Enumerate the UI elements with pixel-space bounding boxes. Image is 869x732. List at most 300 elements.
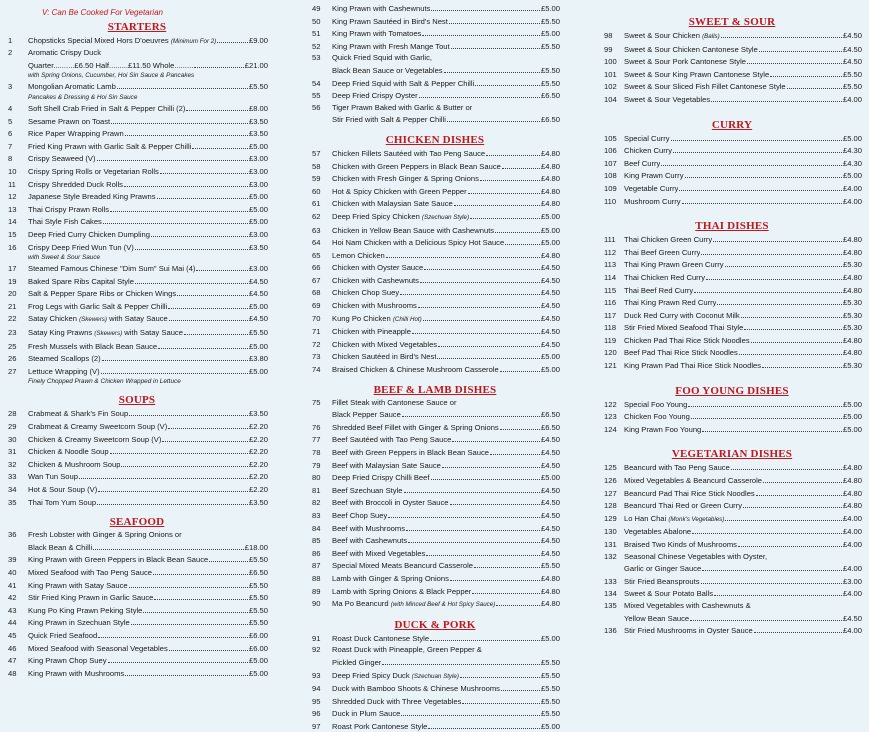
- item-name: King Prawn Pad Thai Rice Stick Noodles: [624, 361, 762, 371]
- item-price: £2.20: [248, 459, 268, 469]
- menu-item: [310, 408, 560, 421]
- item-name: Beef Curry: [624, 158, 661, 168]
- item-price: £5.50: [540, 696, 560, 706]
- item-number: 39: [8, 555, 17, 565]
- menu-item: [310, 325, 560, 338]
- leader-dots: [452, 433, 540, 442]
- item-number: 28: [8, 409, 17, 419]
- leader-dots: [160, 165, 248, 174]
- item-number: 78: [312, 448, 321, 457]
- item-price: £5.50: [540, 670, 560, 680]
- menu-item: [602, 80, 862, 93]
- leader-dots: [739, 346, 842, 355]
- menu-item: [310, 534, 560, 547]
- menu-item: [6, 407, 268, 420]
- leader-dots: [184, 326, 248, 335]
- item-name: Crabmeat & Shark's Fin Soup: [28, 409, 129, 419]
- item-number: 113: [604, 260, 617, 270]
- item-price: £5.00: [248, 217, 268, 227]
- menu-item: [310, 644, 560, 656]
- menu-item: [310, 433, 560, 446]
- item-name: Deep Fried Spicy Chicken (Szechuan Style): [332, 211, 470, 221]
- item-name: Fried King Prawn with Garlic Salt & Pepper Chilli: [28, 141, 192, 151]
- item-name: Beef with Broccoli in Oyster Sauce: [332, 498, 449, 508]
- leader-dots: [500, 363, 540, 372]
- leader-dots: [129, 579, 248, 588]
- menu-item: [602, 258, 862, 271]
- item-name: Braised Two Kinds of Mushrooms: [624, 540, 737, 549]
- item-number: 33: [8, 472, 17, 482]
- item-name: Thai Crispy Prawn Rolls: [28, 204, 110, 214]
- item-name: Garlic or Ginger Sauce: [624, 564, 702, 574]
- item-price: £4.80: [540, 186, 560, 196]
- item-number: 46: [8, 643, 17, 653]
- item-number: 20: [8, 289, 17, 299]
- menu-item: [6, 654, 268, 667]
- item-price: £5.00: [540, 365, 560, 375]
- leader-dots: [98, 483, 248, 492]
- item-price: £5.00: [842, 399, 862, 409]
- item-price: £5.50: [248, 328, 268, 338]
- item-name: Yellow Bean Sauce: [624, 613, 690, 623]
- menu-item: [602, 461, 862, 474]
- item-number: 49: [312, 4, 321, 13]
- menu-section: [310, 2, 560, 126]
- item-number: 42: [8, 593, 17, 603]
- leader-dots: [671, 132, 842, 141]
- menu-section: [602, 16, 862, 106]
- item-name: Beancurd with Tao Peng Sauce: [624, 463, 730, 473]
- item-number: 48: [8, 668, 17, 678]
- item-number: 62: [312, 211, 321, 221]
- section-gap: [602, 207, 862, 218]
- menu-item: [602, 296, 862, 309]
- menu-item: [310, 147, 560, 160]
- item-price: £4.50: [540, 288, 560, 298]
- section-title: DUCK & PORK: [394, 618, 476, 631]
- item-number: 13: [8, 204, 17, 214]
- item-price: £2.20: [248, 422, 268, 432]
- item-name: Duck in Plum Sauce: [332, 709, 401, 719]
- menu-item: [6, 140, 268, 153]
- leader-dots: [169, 642, 248, 651]
- menu-item: [310, 160, 560, 173]
- item-name: Mixed Vegetables & Beancurd Casserole: [624, 476, 763, 486]
- leader-dots: [768, 551, 861, 559]
- item-price: £5.50: [248, 618, 268, 628]
- item-number: 97: [312, 721, 321, 731]
- leader-dots: [483, 644, 559, 652]
- leader-dots: [420, 274, 540, 283]
- item-name: Fresh Lobster with Ginger & Spring Onions or: [28, 530, 182, 540]
- menu-item: [6, 352, 268, 365]
- item-name: Thai Beef Green Curry: [624, 247, 701, 257]
- leader-dots: [158, 340, 248, 349]
- item-number: 27: [8, 366, 17, 376]
- leader-dots: [721, 29, 842, 38]
- leader-dots: [679, 182, 842, 191]
- leader-dots: [168, 420, 248, 429]
- item-price: £5.30: [842, 361, 862, 371]
- item-number: 85: [312, 536, 321, 546]
- item-name: King Prawn in Szechuan Style: [28, 618, 130, 628]
- leader-dots: [186, 102, 248, 111]
- item-price: £4.80: [842, 247, 862, 257]
- item-number: 123: [604, 412, 617, 422]
- section-title: BEEF & LAMB DISHES: [373, 383, 497, 396]
- leader-dots: [474, 559, 540, 568]
- leader-dots: [401, 707, 540, 716]
- item-price: £4.50: [248, 289, 268, 299]
- menu-item: [310, 299, 560, 312]
- section-gap: [602, 372, 862, 383]
- leader-dots: [430, 632, 540, 641]
- item-price: £6.50: [248, 567, 268, 577]
- menu-item: [602, 309, 862, 322]
- item-number: 126: [604, 476, 617, 486]
- item-name: Thai Beef Red Curry: [624, 285, 694, 295]
- section-gap: [310, 126, 560, 132]
- leader-dots: [194, 59, 243, 68]
- leader-dots: [79, 470, 248, 479]
- item-price: £4.80: [540, 174, 560, 184]
- leader-dots: [751, 334, 842, 343]
- item-number: 60: [312, 186, 321, 196]
- menu-item: [602, 334, 862, 347]
- leader-dots: [752, 600, 861, 608]
- item-name: King Prawn Curry: [624, 171, 684, 181]
- menu-item: [6, 34, 268, 48]
- section-title: STARTERS: [107, 20, 167, 33]
- item-price: £4.50: [540, 523, 560, 533]
- menu-item: [310, 312, 560, 326]
- item-note: (Chilli Hot): [392, 315, 422, 323]
- item-name: Mongolian Aromatic Lamb: [28, 82, 116, 92]
- menu-item: [310, 656, 560, 669]
- item-name: Roast Duck with Pineapple, Green Pepper &: [332, 645, 482, 655]
- item-price: £5.50: [540, 561, 560, 571]
- item-number: 91: [312, 633, 321, 643]
- leader-dots: [496, 597, 540, 606]
- menu-item: [310, 669, 560, 683]
- item-name: Aromatic Crispy Duck: [28, 48, 101, 58]
- item-name: Mixed Seafood with Seasonal Vegetables: [28, 643, 168, 653]
- menu-item: [602, 551, 862, 563]
- item-number: 67: [312, 275, 321, 285]
- item-number: 52: [312, 41, 321, 51]
- item-price: £4.50: [540, 498, 560, 508]
- menu-item: [6, 604, 268, 617]
- item-price: £3.00: [248, 166, 268, 176]
- menu-item: [6, 312, 268, 326]
- leader-dots: [388, 509, 540, 518]
- item-number: 128: [604, 501, 617, 511]
- item-price: £3.80: [248, 354, 268, 364]
- item-price: £5.00: [842, 424, 862, 434]
- menu-item: [6, 190, 268, 203]
- leader-dots: [143, 604, 248, 613]
- item-note: (Szechuan Style): [421, 213, 470, 221]
- item-name: Crispy Deep Fried Wun Tun (V): [28, 242, 134, 252]
- leader-dots: [102, 47, 267, 55]
- item-price: £4.00: [842, 564, 862, 574]
- leader-dots: [426, 547, 540, 556]
- leader-dots: [424, 261, 540, 270]
- leader-dots: [101, 365, 248, 374]
- item-number: 1: [8, 35, 13, 45]
- item-name: King Prawn with Mushrooms: [28, 668, 125, 678]
- item-number: 64: [312, 238, 321, 248]
- item-number: 23: [8, 328, 17, 338]
- menu-item: [6, 287, 268, 300]
- leader-dots: [454, 197, 540, 206]
- item-price: £5.50: [540, 657, 560, 667]
- item-price: £5.50: [540, 65, 560, 75]
- item-price: £4.30: [842, 146, 862, 156]
- item-number: 79: [312, 460, 321, 470]
- item-name: Sweet & Sour Chicken Cantonese Style: [624, 44, 758, 54]
- leader-dots: [217, 34, 248, 43]
- item-number: 82: [312, 498, 321, 508]
- item-price: £6.00: [248, 630, 268, 640]
- item-number: 36: [8, 530, 17, 540]
- menu-item: [6, 458, 268, 471]
- item-price: £5.00: [248, 204, 268, 214]
- menu-item: [602, 68, 862, 81]
- leader-dots: [177, 287, 248, 296]
- item-price: £5.00: [540, 4, 560, 13]
- leader-dots: [404, 484, 540, 493]
- item-name: Chicken & Creamy Sweetcorn Soup (V): [28, 434, 162, 444]
- item-price: £5.00: [842, 412, 862, 422]
- menu-item: [310, 632, 560, 645]
- item-number: 94: [312, 684, 321, 694]
- item-number: 83: [312, 510, 321, 520]
- leader-dots: [423, 312, 540, 321]
- leader-dots: [495, 224, 540, 233]
- item-number: 121: [604, 361, 617, 371]
- item-name: Chicken with Oyster Sauce: [332, 263, 424, 273]
- leader-dots: [756, 487, 842, 496]
- item-name: Baked Spare Ribs Capital Style: [28, 276, 134, 286]
- item-price: £5.50: [540, 16, 560, 26]
- menu-item: [310, 40, 560, 53]
- item-price: £4.50: [540, 460, 560, 470]
- leader-dots: [162, 433, 248, 442]
- leader-dots: [472, 585, 540, 594]
- item-name: Seasonal Chinese Vegetables with Oyster,: [624, 551, 768, 561]
- item-name: Chicken Sautéed in Bird's Nest: [332, 352, 437, 362]
- item-name: Satay Chicken (Skewers) with Satay Sauce: [28, 314, 168, 324]
- leader-dots: [418, 299, 540, 308]
- menu-item: [602, 246, 862, 259]
- item-name: Quick Fried Squid with Garlic,: [332, 53, 433, 63]
- item-name: Fresh Mussels with Black Bean Sauce: [28, 341, 158, 351]
- item-price: £5.00: [248, 192, 268, 202]
- item-number: 129: [604, 513, 617, 523]
- item-name: Beef with Cashewnuts: [332, 536, 408, 546]
- leader-dots: [502, 160, 540, 169]
- item-description: Pancakes & Dressing & Hoi Sin Sauce: [28, 93, 138, 101]
- item-number: 2: [8, 48, 13, 58]
- leader-dots: [747, 55, 842, 64]
- section-gap: [602, 435, 862, 446]
- item-number: 71: [312, 327, 321, 337]
- leader-dots: [157, 190, 248, 199]
- item-price: £4.80: [540, 599, 560, 609]
- item-number: 102: [604, 82, 617, 92]
- item-number: 105: [604, 133, 617, 143]
- item-price: £5.50: [540, 41, 560, 51]
- item-price: £5.00: [842, 133, 862, 143]
- menu-section: [6, 21, 268, 387]
- leader-dots: [98, 629, 248, 638]
- menu-item: [6, 165, 268, 178]
- leader-dots: [706, 271, 842, 280]
- item-number: 107: [604, 158, 617, 168]
- item-price: £6.50: [540, 115, 560, 125]
- item-note: (Minimum For 2): [170, 37, 217, 45]
- leader-dots: [408, 534, 540, 543]
- item-name: Chicken with Green Peppers in Black Bean Sauce: [332, 161, 501, 171]
- menu-item: [310, 707, 560, 720]
- item-price: £4.50: [842, 31, 862, 40]
- item-name: Thai Chicken Red Curry: [624, 272, 706, 282]
- leader-dots: [501, 682, 540, 691]
- leader-dots: [505, 236, 540, 245]
- menu-item: [602, 423, 862, 436]
- item-name: Beef with Malaysian Sate Sauce: [332, 460, 441, 470]
- leader-dots: [129, 407, 248, 416]
- menu-item: [310, 27, 560, 40]
- menu-item: [602, 474, 862, 487]
- item-number: 134: [604, 589, 617, 599]
- item-name: Stir Fried Beansprouts: [624, 576, 700, 586]
- item-name: Chicken Pad Thai Rice Stick Noodles: [624, 335, 750, 345]
- menu-item: [602, 93, 862, 106]
- menu-item: [6, 433, 268, 446]
- item-name: Chicken Chop Suey: [332, 288, 400, 298]
- menu-item: [6, 667, 268, 680]
- section-title: SEAFOOD: [109, 516, 165, 529]
- item-number: 99: [604, 44, 613, 54]
- menu-item: [602, 271, 862, 284]
- leader-dots: [196, 262, 248, 271]
- item-price: £4.00: [842, 94, 862, 104]
- leader-dots: [382, 656, 540, 665]
- menu-item: [602, 55, 862, 68]
- menu-item: [602, 169, 862, 182]
- item-name: Beef Sautéed with Tao Peng Sauce: [332, 435, 452, 445]
- menu-item: [310, 261, 560, 274]
- menu-item: [602, 346, 862, 359]
- item-note: (with Minced Beef & Hot Spicy Sauce): [390, 601, 496, 609]
- menu-item: [6, 228, 268, 241]
- item-number: 73: [312, 352, 321, 362]
- item-number: 15: [8, 229, 17, 239]
- leader-dots: [754, 624, 842, 633]
- menu-item: [310, 172, 560, 185]
- leader-dots: [450, 572, 540, 581]
- item-name: Pickled Ginger: [332, 657, 382, 667]
- item-price: £3.00: [248, 154, 268, 164]
- leader-dots: [135, 241, 248, 250]
- menu-item: [6, 470, 268, 483]
- menu-item: [310, 77, 560, 90]
- menu-item: [602, 195, 862, 208]
- item-number: 21: [8, 301, 17, 311]
- menu-item: [602, 624, 862, 637]
- menu-item: [602, 612, 862, 625]
- menu-section: [310, 384, 560, 611]
- item-number: 110: [604, 196, 617, 206]
- leader-dots: [701, 575, 842, 584]
- item-price: £5.50: [540, 684, 560, 694]
- item-name: Beef Szechuan Style: [332, 485, 403, 495]
- item-number: 112: [604, 247, 617, 257]
- leader-dots: [762, 359, 842, 368]
- menu-item: [6, 47, 268, 59]
- leader-dots: [473, 102, 559, 110]
- leader-dots: [97, 152, 248, 161]
- menu-item: [310, 64, 560, 77]
- menu-item: [602, 410, 862, 423]
- item-number: 74: [312, 365, 321, 375]
- item-description: with Spring Onions, Cucumber, Hoi Sin Sauce & Pancakes: [28, 72, 195, 80]
- item-number: 120: [604, 348, 617, 358]
- item-name: Deep Fried Crispy Oyster: [332, 91, 418, 101]
- item-price: £4.30: [842, 158, 862, 168]
- item-number: 106: [604, 146, 617, 156]
- item-number: 98: [604, 31, 613, 40]
- item-number: 122: [604, 399, 617, 409]
- item-name: Mixed Seafood with Tao Peng Sauce: [28, 567, 152, 577]
- item-price: £3.50: [248, 409, 268, 419]
- leader-dots: [701, 246, 842, 255]
- item-name: Duck with Bamboo Shoots & Chinese Mushrooms: [332, 684, 500, 694]
- leader-dots: [154, 591, 248, 600]
- item-number: 41: [8, 580, 17, 590]
- item-number: 80: [312, 473, 321, 483]
- menu-item: [310, 210, 560, 224]
- section-title: FOO YOUNG DISHES: [675, 384, 789, 397]
- item-name: Deep Fried Squid with Salt & Pepper Chilli: [332, 78, 475, 88]
- menu-section: [310, 619, 560, 732]
- item-name: King Prawn with Fresh Mange Tout: [332, 41, 450, 51]
- leader-dots: [691, 410, 842, 419]
- menu-item: [6, 300, 268, 313]
- item-price: £4.50: [540, 327, 560, 337]
- item-price: £4.80: [842, 235, 862, 245]
- item-name: Beancurd Thai Red or Green Curry: [624, 501, 743, 511]
- menu-item: [6, 420, 268, 433]
- item-name: Chicken with Mushrooms: [332, 301, 417, 311]
- item-name: Lamb with Ginger & Spring Onions: [332, 573, 449, 583]
- leader-dots: [131, 616, 248, 625]
- item-number: 131: [604, 540, 617, 549]
- menu-item: [602, 284, 862, 297]
- item-name: Black Bean Sauce or Vegetables: [332, 65, 443, 75]
- item-number: 5: [8, 116, 13, 126]
- item-price: £4.50: [540, 313, 560, 323]
- item-number: 35: [8, 497, 17, 507]
- item-number: 43: [8, 605, 17, 615]
- item-name: King Prawn Foo Young: [624, 424, 702, 434]
- item-price: £3.00: [248, 264, 268, 274]
- item-number: 95: [312, 696, 321, 706]
- item-name: Beef Pad Thai Rice Stick Noodles: [624, 348, 738, 358]
- leader-dots: [108, 654, 248, 663]
